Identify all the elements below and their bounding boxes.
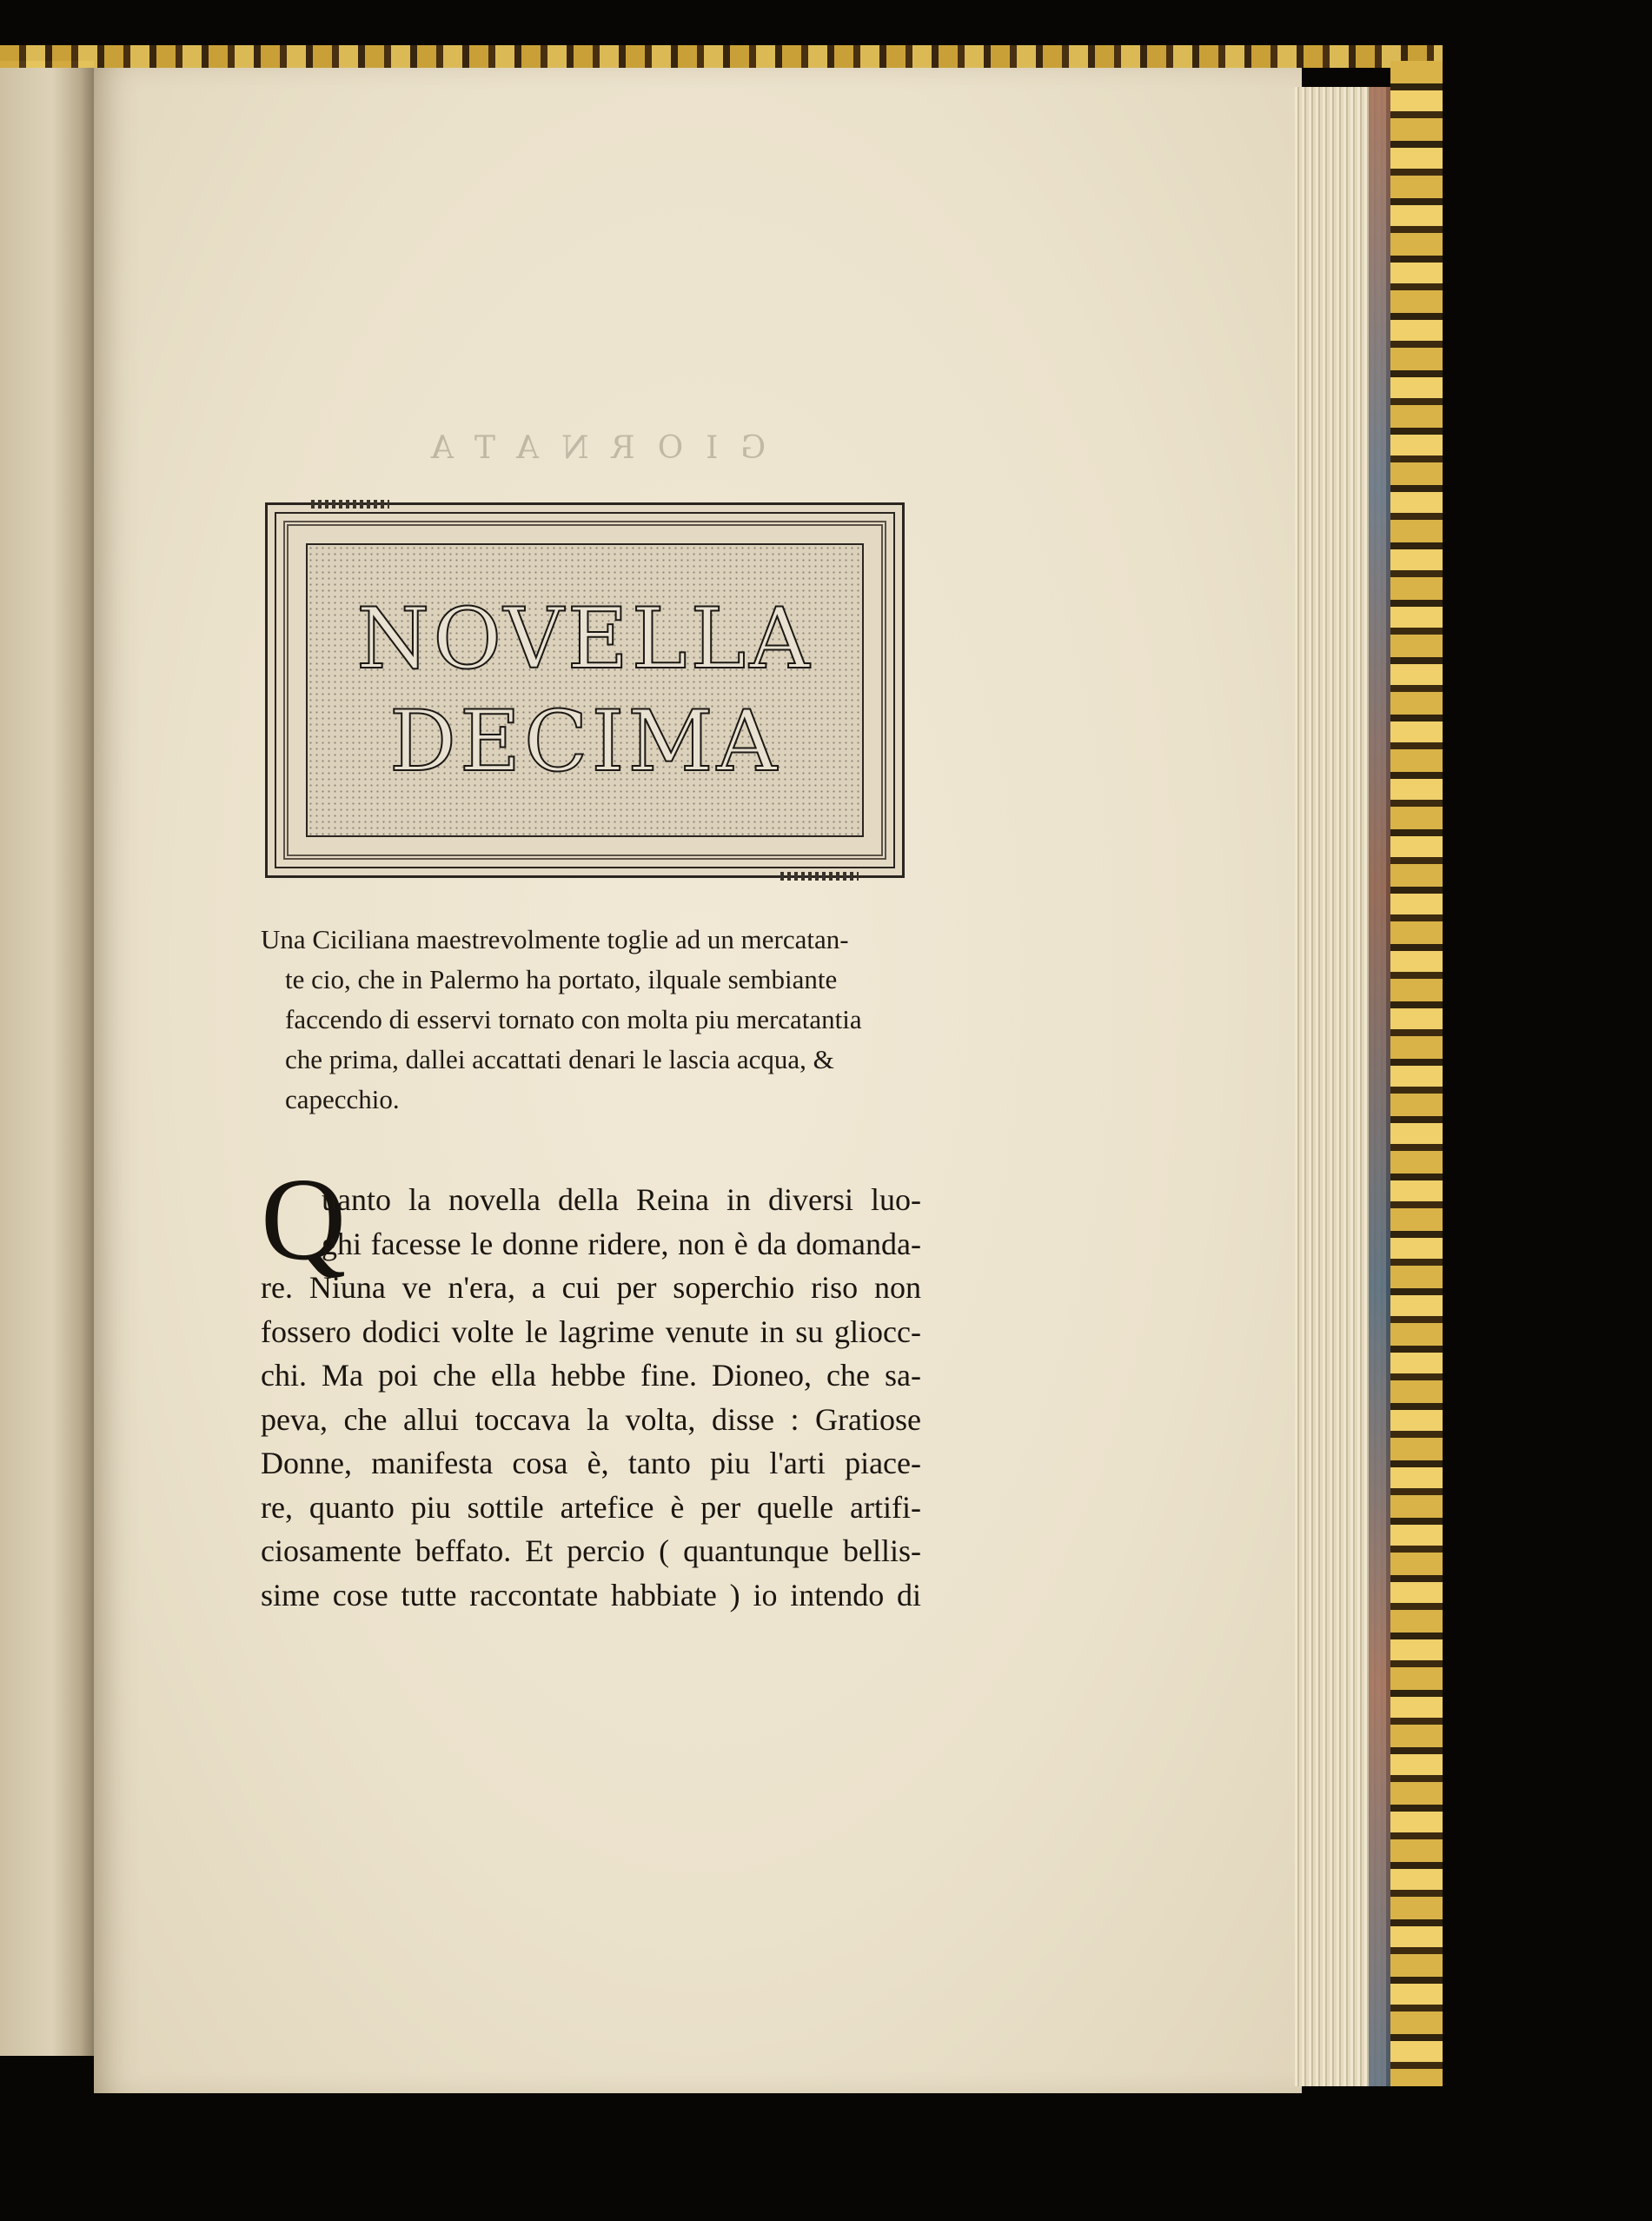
argument-line: te cio, che in Palermo ha portato, ilquale sembiante [285,964,838,994]
argument-line: capecchio. [285,1084,400,1114]
body-line: re. Niuna ve n'era, a cui per soperchio riso non [261,1270,921,1305]
body-line: sime cose tutte raccontate habbiate ) io intendo di [261,1577,921,1613]
argument-line: faccendo di esservi tornato con molta piu mercatantia [285,1004,862,1034]
left-page-edge [0,61,94,2056]
drop-cap: Q [261,1154,347,1285]
body-line: ciosamente beffato. Et percio ( quantunque bellis- [261,1533,921,1568]
heading-line-1: NOVELLA [356,590,813,688]
body-line: peva, che allui toccava la volta, disse : Gratiose [261,1401,921,1437]
body-line: uanto la novella della Reina in diversi luo- [322,1182,921,1217]
argument-line: che prima, dallei accattati denari le lascia acqua, & [285,1044,834,1074]
plate-frame [275,512,895,868]
body-paragraph [261,1178,921,1617]
body-line: fossero dodici volte le lagrime venute in su gliocc- [261,1313,921,1349]
gilt-head-border [0,45,1443,68]
plate-stippled-field [306,543,864,837]
plate-ornament-bottom-right [780,872,859,881]
title-plate [265,502,905,878]
argument-line: Una Ciciliana maestrevolmente toglie ad un mercatan- [261,924,849,954]
body-line: Donne, manifesta cosa è, tanto piu l'arti piace- [261,1446,921,1480]
plate-ornament-top-left [311,500,389,509]
argument-paragraph [261,920,921,1120]
gilt-border-right [1390,61,1443,2086]
show-through-text: GIORNATA [408,430,766,466]
body-line: ghi facesse le donne ridere, non è da domanda- [322,1226,921,1261]
body-line: chi. Ma poi che ella hebbe fine. Dioneo, che sa- [261,1358,921,1393]
heading-line-2: DECIMA [388,693,781,790]
body-line: re, quanto piu sottile artefice è per quelle artifi- [261,1489,921,1525]
